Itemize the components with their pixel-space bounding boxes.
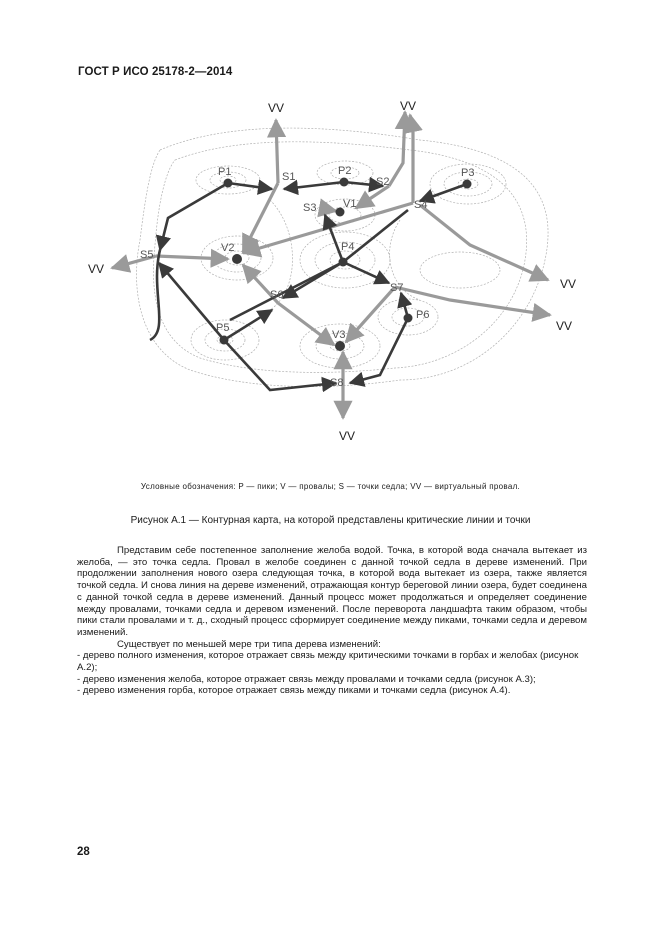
vv-label-left: VV: [88, 262, 105, 276]
valley-lines: [112, 112, 550, 418]
body-text: [77, 545, 587, 697]
label-S8: S8: [330, 377, 344, 389]
label-S1: S1: [282, 171, 296, 183]
label-P1: P1: [218, 166, 232, 178]
virtual-valley-labels: [88, 99, 576, 443]
label-S4: S4: [414, 199, 428, 211]
label-S7: S7: [390, 282, 404, 294]
label-S2: S2: [376, 176, 390, 188]
list-item: - дерево полного изменения, которое отражает связь между критическими точками в горбах и желобах (рисунок А.2);: [77, 650, 579, 674]
label-P2: P2: [338, 165, 352, 177]
label-S5: S5: [140, 249, 154, 261]
label-V2: V2: [221, 242, 235, 254]
label-S6: S6: [270, 289, 284, 301]
figure-legend: Условные обозначения: P — пики; V — провалы; S — точки седла; VV — виртуальный провал.: [140, 482, 521, 491]
label-P6: P6: [416, 309, 430, 321]
label-V1: V1: [343, 198, 357, 210]
label-V3: V3: [332, 329, 346, 341]
vv-label-right-lower: VV: [556, 319, 573, 333]
vv-label-top-left: VV: [268, 101, 285, 115]
vv-label-right-upper: VV: [560, 277, 577, 291]
list-item: - дерево изменения горба, которое отражает связь между пиками и точками седла (рисунок А.4).: [77, 685, 511, 697]
figure-caption: Рисунок А.1 — Контурная карта, на которой представлены критические линии и точки: [130, 515, 531, 526]
label-P4: P4: [341, 241, 355, 253]
label-S3: S3: [303, 202, 317, 214]
page-number: 28: [77, 846, 90, 858]
label-P5: P5: [216, 322, 230, 334]
paragraph: Существует по меньшей мере три типа дерева изменений:: [117, 638, 381, 650]
vv-label-bottom: VV: [339, 429, 356, 443]
node-labels: [140, 165, 474, 389]
vv-label-top-right: VV: [400, 99, 417, 113]
list-item: - дерево изменения желоба, которое отражает связь между провалами и точками седла (рисунок А.3);: [77, 673, 536, 685]
document-header: ГОСТ Р ИСО 25178-2—2014: [78, 66, 233, 78]
paragraph: Представим себе постепенное заполнение желоба водой. Точка, в которой вода сначала вытекает из желоба, — это точка седла. Провал в желобе соединен с данной точкой седла в дереве изменений. При продолжении заполнения нового озера следующая точка, в которой вода вытекает из озера, также является точкой седла. И снова линия на дереве изменений, отражающая контур береговой линии озера, будет соединена с данной точкой седла в дереве изменений. Данный процесс может продолжаться и определяет соединение между провалами, точками седла и деревом изменений. После переворота ландшафта таким образом, чтобы пики стали провалами и т. д., сходный процесс сформирует соединение между пиками, точками седла и деревом изменений.: [77, 545, 587, 638]
contour-map-figure: [80, 92, 600, 452]
label-P3: P3: [461, 167, 475, 179]
